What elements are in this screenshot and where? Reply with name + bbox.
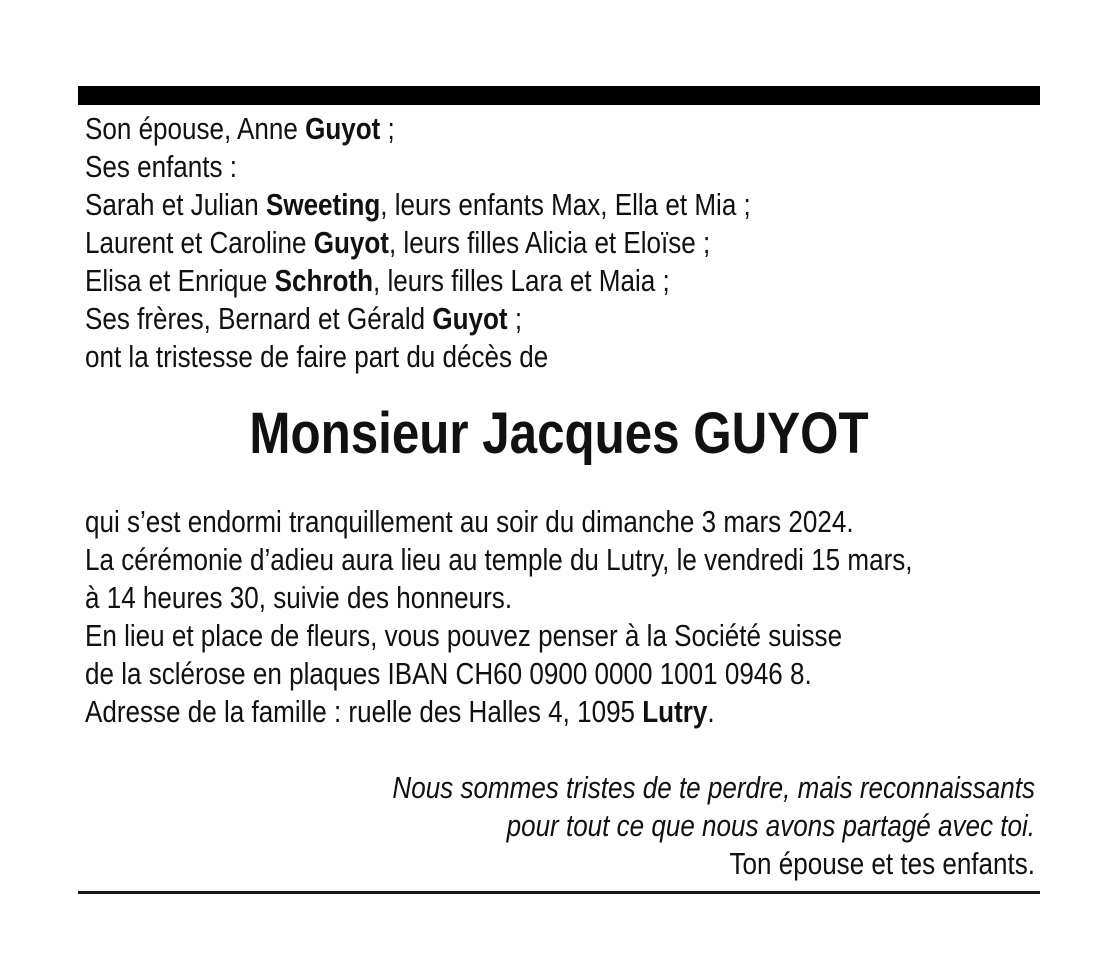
announcement-line [85, 579, 913, 617]
announcement-line [85, 693, 913, 731]
tribute-block [231, 769, 1035, 883]
announcement-line-text: . [707, 694, 715, 729]
deceased-name-title-block [150, 402, 968, 466]
family-line [85, 224, 751, 262]
family-name-bold: Guyot [305, 111, 381, 146]
family-line [85, 186, 751, 224]
family-line-text: ont la tristesse de faire part du décès de [85, 339, 549, 374]
announcement-line-text: qui s’est endormi tranquillement au soir du dimanche 3 mars 2024. [85, 504, 854, 539]
family-line [85, 338, 751, 376]
bottom-divider-line [78, 891, 1040, 894]
family-line [85, 110, 751, 148]
family-line-text: Ses frères, Bernard et Gérald [85, 301, 433, 336]
family-name-bold: Guyot [432, 301, 508, 336]
announcement-line-text: à 14 heures 30, suivie des honneurs. [85, 580, 513, 615]
family-line-text: ; [380, 111, 395, 146]
announcement-line-text: Adresse de la famille : ruelle des Halles 4, 1095 [85, 694, 643, 729]
family-line-text: ; [507, 301, 523, 336]
family-line-text: Sarah et Julian [85, 187, 266, 222]
family-line-text: , leurs enfants Max, Ella et Mia ; [380, 187, 751, 222]
family-name-bold: Guyot [313, 225, 389, 260]
ceremony-details-block [85, 503, 913, 731]
family-line-text: Elisa et Enrique [85, 263, 275, 298]
family-line-text: Ses enfants : [85, 149, 238, 184]
family-line-text: Laurent et Caroline [85, 225, 314, 260]
family-line [85, 300, 751, 338]
family-name-bold: Sweeting [265, 187, 381, 222]
tribute-line: pour tout ce que nous avons partagé avec toi. [506, 808, 1036, 843]
family-line-text: , leurs filles Alicia et Eloïse ; [388, 225, 711, 260]
top-divider-bar [78, 86, 1040, 105]
signature-line: Ton épouse et tes enfants. [729, 846, 1035, 881]
family-line-text: , leurs filles Lara et Maia ; [373, 263, 670, 298]
family-line-text: Son épouse, Anne [85, 111, 306, 146]
family-line [85, 148, 751, 186]
deceased-name-title: Monsieur Jacques GUYOT [249, 401, 869, 466]
announcement-line-text: de la sclérose en plaques IBAN CH60 0900 0000 1001 0946 8. [85, 656, 812, 691]
announcement-line [85, 541, 913, 579]
announcement-line-text: La cérémonie d’adieu aura lieu au temple du Lutry, le vendredi 15 mars, [85, 542, 913, 577]
announcement-line [85, 617, 913, 655]
announcement-line-text: En lieu et place de fleurs, vous pouvez penser à la Société suisse [85, 618, 843, 653]
family-line [85, 262, 751, 300]
announcement-bold: Lutry [642, 694, 708, 729]
family-name-bold: Schroth [274, 263, 374, 298]
announcement-line [85, 503, 913, 541]
announcement-line [85, 655, 913, 693]
tribute-line: Nous sommes tristes de te perdre, mais reconnaissants [392, 770, 1036, 805]
family-list-block [85, 110, 751, 376]
